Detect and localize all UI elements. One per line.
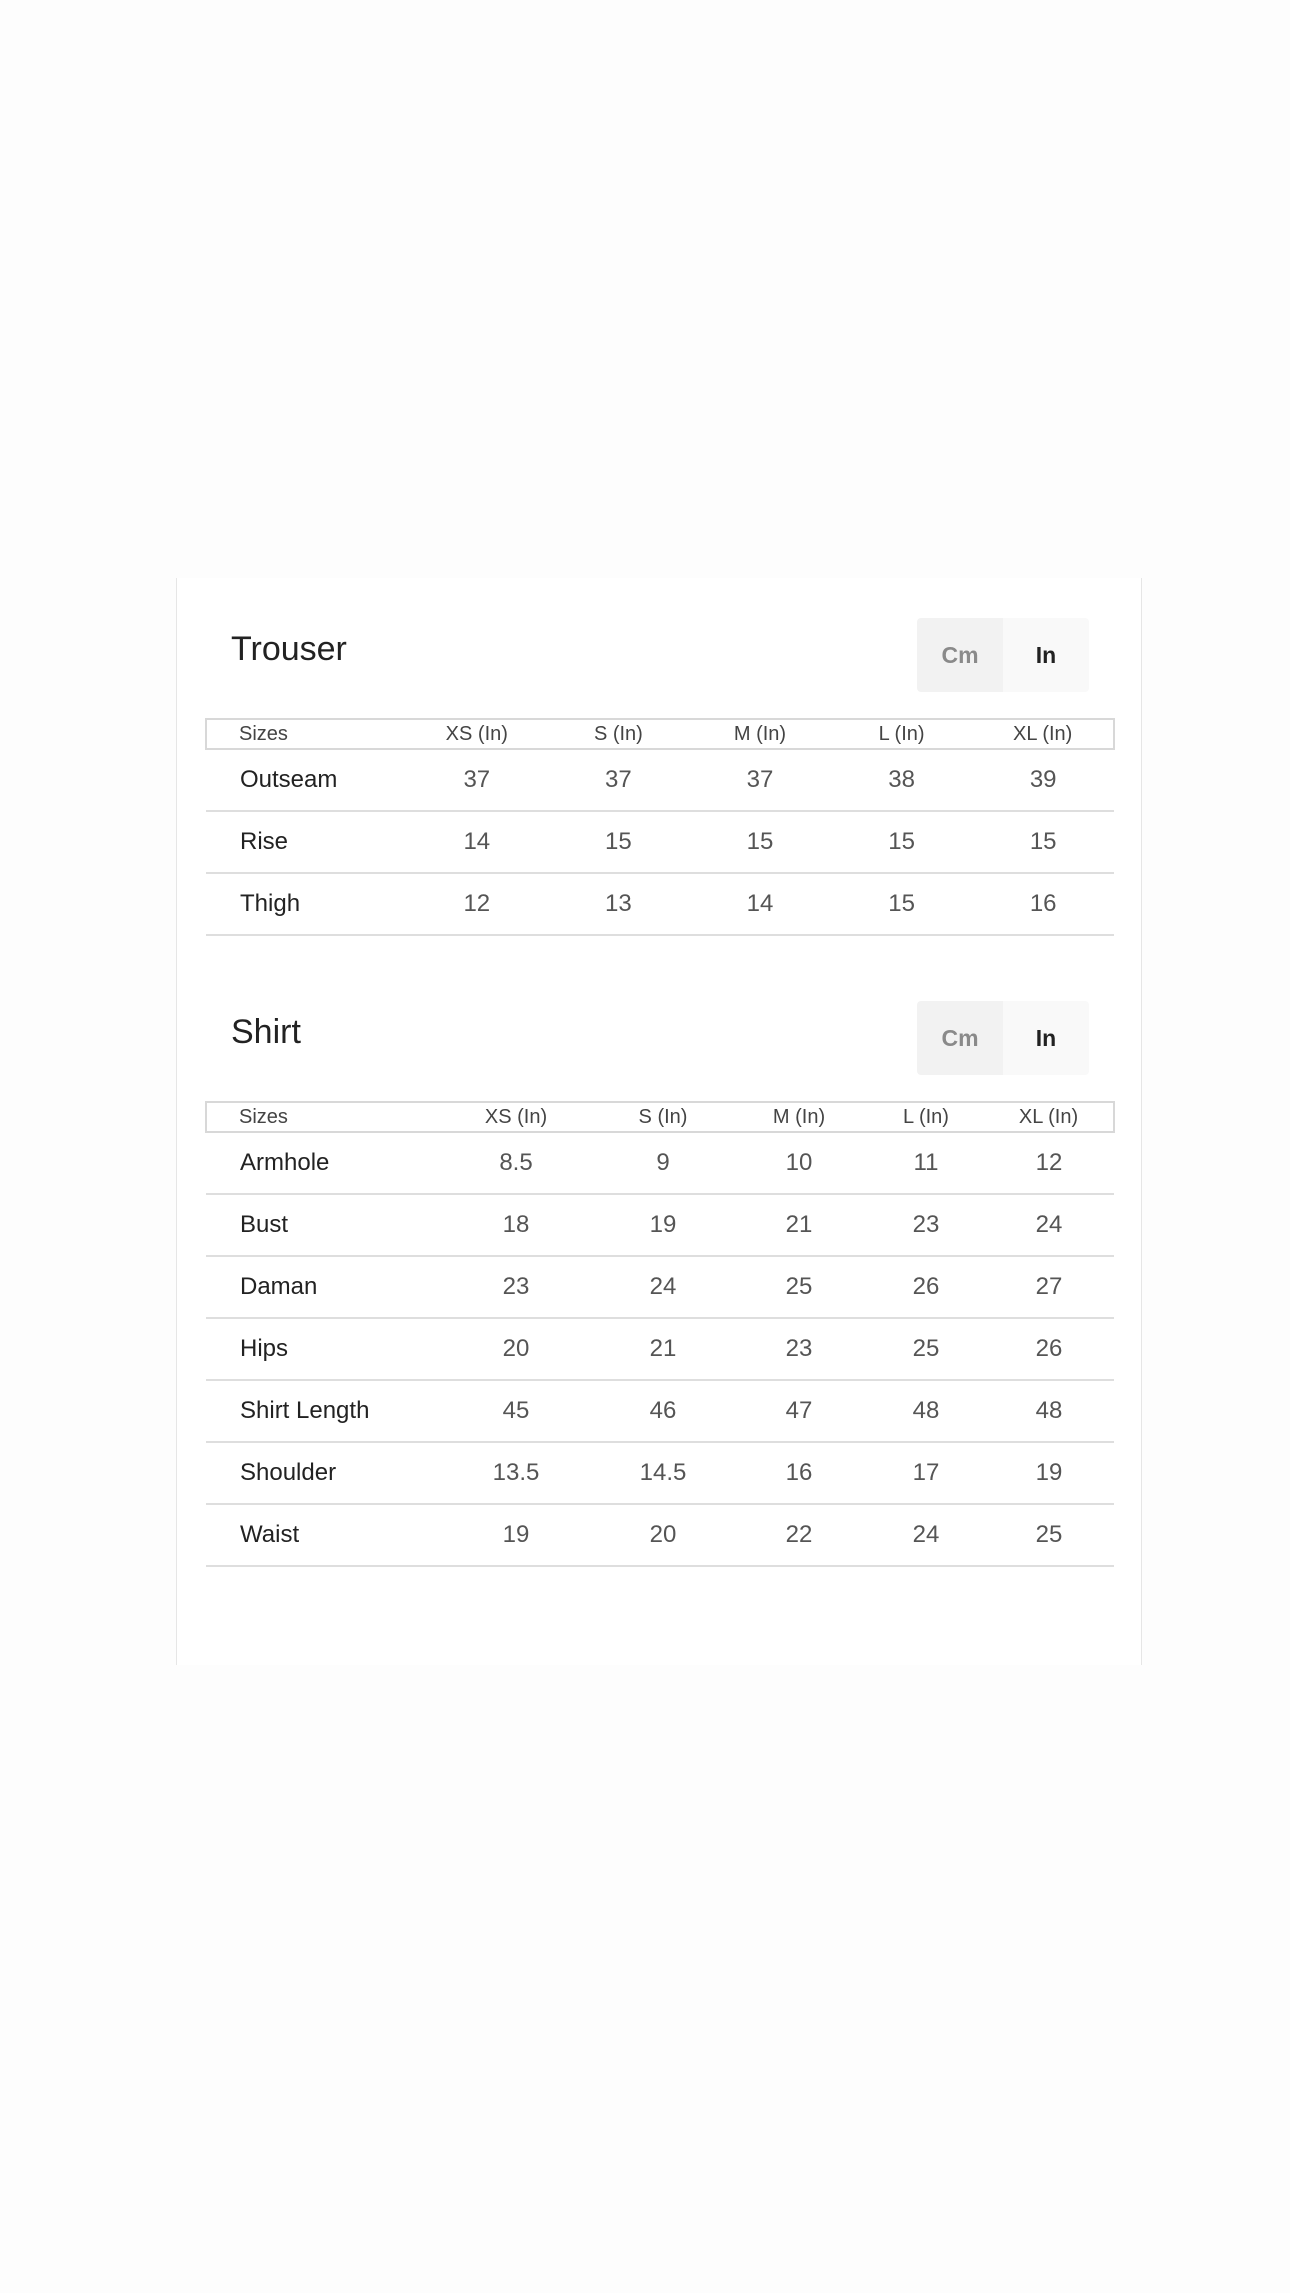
header-xs: XS (In) [406, 719, 548, 749]
cell-value: 20 [596, 1504, 730, 1566]
header-sizes: Sizes [206, 719, 406, 749]
cell-value: 12 [406, 873, 548, 935]
cell-value: 23 [730, 1318, 868, 1380]
table-row [206, 1256, 1114, 1318]
cell-value: 25 [730, 1256, 868, 1318]
cell-value: 16 [972, 873, 1114, 935]
cell-value: 20 [436, 1318, 596, 1380]
cell-value: 26 [984, 1318, 1114, 1380]
cell-value: 13 [548, 873, 690, 935]
header-xl: XL (In) [972, 719, 1114, 749]
shirt-header [205, 1001, 1115, 1075]
cell-value: 23 [436, 1256, 596, 1318]
cell-value: 39 [972, 749, 1114, 811]
shirt-cm-button[interactable]: Cm [917, 1001, 1003, 1075]
cell-value: 23 [868, 1194, 984, 1256]
cell-value: 12 [984, 1132, 1114, 1194]
trouser-in-button[interactable]: In [1003, 618, 1089, 692]
cell-value: 25 [868, 1318, 984, 1380]
cell-value: 14 [689, 873, 831, 935]
cell-value: 21 [596, 1318, 730, 1380]
cell-value: 19 [436, 1504, 596, 1566]
cell-value: 47 [730, 1380, 868, 1442]
table-row [206, 1442, 1114, 1504]
trouser-cm-button[interactable]: Cm [917, 618, 1003, 692]
row-label: Waist [206, 1504, 436, 1566]
header-m: M (In) [730, 1102, 868, 1132]
cell-value: 15 [548, 811, 690, 873]
row-label: Shoulder [206, 1442, 436, 1504]
cell-value: 45 [436, 1380, 596, 1442]
cell-value: 18 [436, 1194, 596, 1256]
header-s: S (In) [596, 1102, 730, 1132]
cell-value: 14.5 [596, 1442, 730, 1504]
cell-value: 26 [868, 1256, 984, 1318]
row-label: Rise [206, 811, 406, 873]
header-l: L (In) [868, 1102, 984, 1132]
row-label: Shirt Length [206, 1380, 436, 1442]
cell-value: 37 [406, 749, 548, 811]
header-xs: XS (In) [436, 1102, 596, 1132]
header-sizes: Sizes [206, 1102, 436, 1132]
table-row [206, 873, 1114, 935]
shirt-in-button[interactable]: In [1003, 1001, 1089, 1075]
cell-value: 48 [868, 1380, 984, 1442]
cell-value: 37 [689, 749, 831, 811]
table-header-row [206, 719, 1114, 749]
cell-value: 13.5 [436, 1442, 596, 1504]
table-row [206, 1504, 1114, 1566]
row-label: Outseam [206, 749, 406, 811]
cell-value: 46 [596, 1380, 730, 1442]
cell-value: 15 [831, 873, 973, 935]
table-row [206, 1132, 1114, 1194]
shirt-unit-toggle [917, 1001, 1089, 1075]
cell-value: 16 [730, 1442, 868, 1504]
cell-value: 19 [596, 1194, 730, 1256]
cell-value: 15 [689, 811, 831, 873]
cell-value: 14 [406, 811, 548, 873]
cell-value: 15 [972, 811, 1114, 873]
trouser-section [205, 618, 1115, 917]
trouser-unit-toggle [917, 618, 1089, 692]
cell-value: 24 [984, 1194, 1114, 1256]
cell-value: 11 [868, 1132, 984, 1194]
cell-value: 38 [831, 749, 973, 811]
table-row [206, 1318, 1114, 1380]
trouser-header [205, 618, 1115, 692]
row-label: Thigh [206, 873, 406, 935]
header-xl: XL (In) [984, 1102, 1114, 1132]
cell-value: 10 [730, 1132, 868, 1194]
trouser-title: Trouser [231, 630, 347, 668]
shirt-title: Shirt [231, 1013, 301, 1051]
table-row [206, 749, 1114, 811]
cell-value: 8.5 [436, 1132, 596, 1194]
cell-value: 27 [984, 1256, 1114, 1318]
table-row [206, 1380, 1114, 1442]
table-row [206, 1194, 1114, 1256]
cell-value: 15 [831, 811, 973, 873]
header-l: L (In) [831, 719, 973, 749]
header-s: S (In) [548, 719, 690, 749]
cell-value: 17 [868, 1442, 984, 1504]
cell-value: 21 [730, 1194, 868, 1256]
trouser-size-table [205, 718, 1115, 936]
cell-value: 9 [596, 1132, 730, 1194]
size-chart-panel [176, 578, 1142, 1665]
shirt-section [205, 1001, 1115, 1548]
cell-value: 37 [548, 749, 690, 811]
cell-value: 19 [984, 1442, 1114, 1504]
cell-value: 24 [596, 1256, 730, 1318]
cell-value: 25 [984, 1504, 1114, 1566]
table-header-row [206, 1102, 1114, 1132]
header-m: M (In) [689, 719, 831, 749]
cell-value: 48 [984, 1380, 1114, 1442]
table-row [206, 811, 1114, 873]
shirt-size-table [205, 1101, 1115, 1567]
cell-value: 24 [868, 1504, 984, 1566]
row-label: Bust [206, 1194, 436, 1256]
cell-value: 22 [730, 1504, 868, 1566]
row-label: Armhole [206, 1132, 436, 1194]
row-label: Daman [206, 1256, 436, 1318]
row-label: Hips [206, 1318, 436, 1380]
